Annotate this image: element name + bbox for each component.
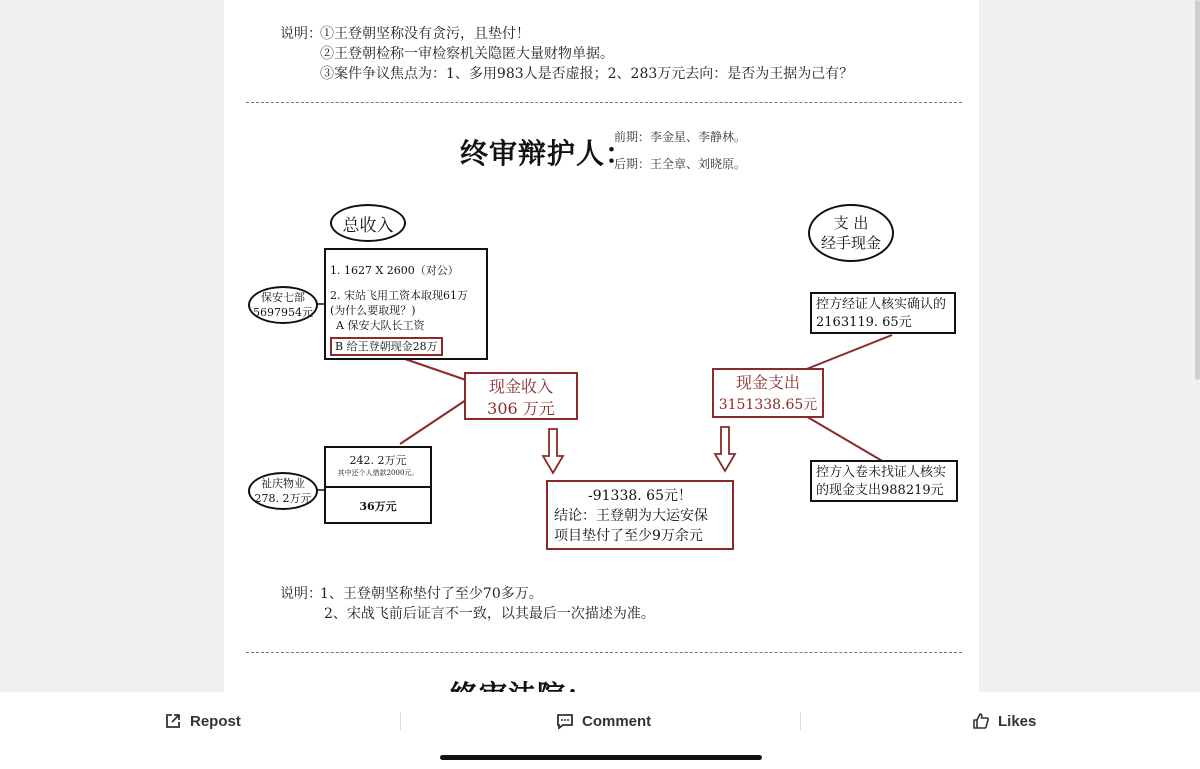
confirmed-expense-box (810, 292, 956, 334)
repost-button[interactable] (164, 712, 241, 730)
conclusion-text-1: 结论：王登朝为大运安保 (554, 508, 708, 524)
zuqing-top-amount: 242. 2万元 (349, 454, 407, 467)
security-dept-name: 保安七部 (261, 291, 305, 304)
total-income-label: 总收入 (342, 215, 394, 236)
security-dept-amount: 5697954元 (253, 306, 313, 319)
repost-label: Repost (190, 712, 241, 730)
document-image (224, 0, 979, 692)
top-note-line-3: ③案件争议焦点为：1、多用983人是否虚报；2、283万元去向：是否为王据为己有？ (320, 66, 854, 82)
thumbs-up-icon (972, 712, 990, 730)
comment-button[interactable] (556, 712, 651, 730)
comment-icon (556, 712, 574, 730)
unverified-label: 控方入卷未找证人核实 (816, 465, 947, 480)
expense-oval-line-1: 支 出 (833, 214, 869, 232)
conclusion-text-2: 项目垫付了至少9万余元 (554, 528, 703, 544)
confirmed-amount: 2163119. 65元 (816, 315, 912, 330)
zuqing-bottom-amount: 36万元 (359, 500, 397, 513)
zuqing-breakdown-box (324, 446, 432, 524)
expense-oval (808, 204, 894, 262)
top-notes-label: 说明： (280, 26, 322, 42)
income-item-a: A 保安大队长工资 (336, 319, 425, 332)
home-indicator (440, 755, 762, 760)
zuqing-name: 祉庆物业 (261, 477, 305, 490)
action-divider (400, 712, 401, 730)
income-item-2-note: (为什么要取现？) (330, 304, 416, 317)
zuqing-amount: 278. 2万元 (254, 492, 312, 505)
confirmed-label: 控方经证人核实确认的 (816, 297, 947, 312)
unverified-amount: 的现金支出988219元 (816, 483, 944, 498)
repost-icon (164, 712, 182, 730)
dashed-divider-2 (246, 652, 962, 653)
likes-label: Likes (998, 712, 1037, 730)
expense-oval-line-2: 经手现金 (820, 234, 881, 252)
cash-income-amount: 306 万元 (487, 399, 555, 418)
cash-income-label: 现金收入 (488, 377, 553, 396)
defenders-early: 前期：李金星、李静林。 (614, 130, 747, 144)
bottom-note-line-1: 1、王登朝坚称垫付了至少70多万。 (320, 586, 543, 602)
bottom-notes-label: 说明： (280, 586, 322, 602)
scrollbar[interactable] (1195, 0, 1200, 380)
income-item-b: B 给王登朝现金28万 (330, 337, 443, 356)
defenders-late: 后期：王全章、刘晓原。 (614, 157, 747, 171)
bottom-note-line-2: 2、宋战飞前后证言不一致，以其最后一次描述为准。 (324, 606, 655, 622)
security-dept-oval (248, 286, 318, 324)
zuqing-top-note: 其中还个人借款2000元。 (337, 469, 419, 477)
comment-label: Comment (582, 712, 652, 730)
income-breakdown-box (324, 248, 488, 360)
conclusion-box (546, 480, 734, 550)
down-arrow-left-icon (542, 428, 564, 474)
zuqing-property-oval (248, 472, 318, 510)
defenders-title: 终审辩护人： (460, 137, 635, 170)
total-income-oval (330, 204, 406, 242)
income-item-1: 1. 1627 X 2600（对公） (330, 264, 459, 277)
conclusion-amount: -91338. 65元！ (588, 488, 692, 504)
action-divider (800, 712, 801, 730)
unverified-expense-box (810, 460, 958, 502)
income-item-2: 2. 宋站飞用工资本取现61万 (330, 289, 468, 302)
cash-income-box (464, 372, 578, 420)
top-note-line-2: ②王登朝检称一审检察机关隐匿大量财物单据。 (320, 46, 614, 62)
cash-expense-amount: 3151338.65元 (718, 397, 818, 413)
cash-expense-label: 现金支出 (735, 373, 800, 392)
cash-expense-box (712, 368, 824, 418)
zuqing-top-cell (326, 448, 430, 488)
top-note-line-1: ①王登朝坚称没有贪污，且垫付！ (320, 26, 530, 42)
down-arrow-right-icon (714, 426, 736, 472)
likes-button[interactable] (972, 712, 1036, 730)
